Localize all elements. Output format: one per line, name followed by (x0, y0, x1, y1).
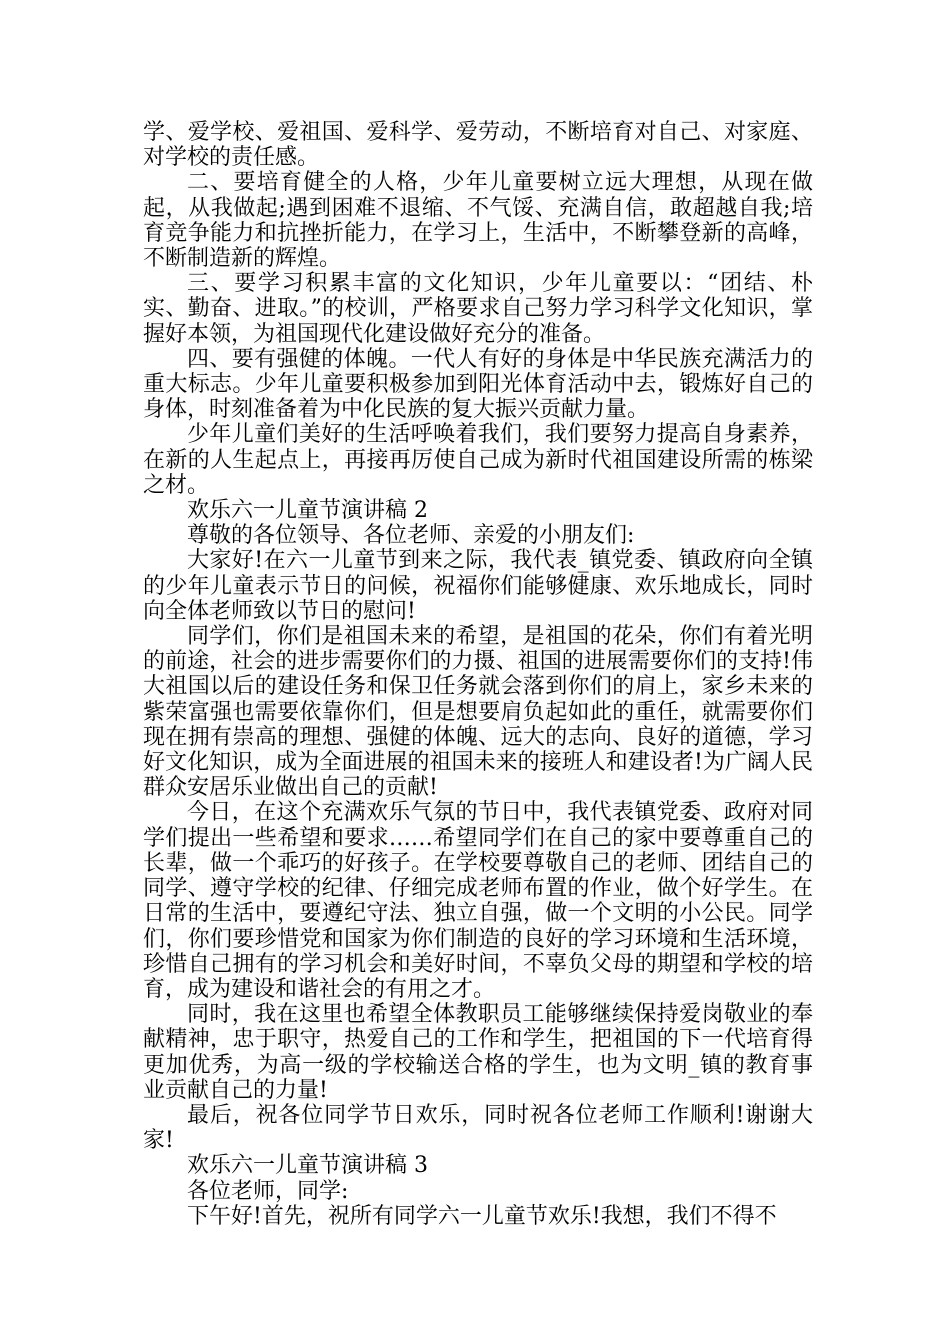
paragraph: 最后，祝各位同学节日欢乐，同时祝各位老师工作顺利!谢谢大家! (143, 1102, 813, 1154)
salutation: 尊敬的各位领导、各位老师、亲爱的小朋友们: (187, 523, 635, 549)
paragraph: 同时，我在这里也希望全体教职员工能够继续保持爱岗敬业的奉献精神，忠于职守，热爱自己的工作和学生，把祖国的下一代培育得更加优秀，为高一级的学校输送合格的学生，也为文明_镇的教育事业贡献自己的力量! (143, 1002, 813, 1103)
paragraph: 今日，在这个充满欢乐气氛的节日中，我代表镇党委、政府对同学们提出一些希望和要求……希望同学们在自己的家中要尊重自己的长辈，做一个乖巧的好孩子。在学校要尊敬自己的老师、团结自己的同学、遵守学校的纪律、仔细完成老师布置的作业，做个好学生。在日常的生活中，要遵纪守法、独立自强，做一个文明的小公民。同学们，你们要珍惜党和国家为你们制造的良好的学习环境和生活环境，珍惜自己拥有的学习机会和美好时间，不辜负父母的期望和学校的培育，成为建设和谐社会的有用之才。 (143, 800, 813, 1002)
paragraph: 二、要培育健全的人格，少年儿童要树立远大理想，从现在做起，从我做起;遇到困难不退缩、不气馁、充满自信，敢超越自我;培育竞争能力和抗挫折能力，在学习上，生活中，不断攀登新的高峰，不断制造新的辉煌。 (143, 170, 813, 272)
speech-title: 欢乐六一儿童节演讲稿 2 (187, 498, 428, 524)
paragraph: 同学们，你们是祖国未来的希望，是祖国的花朵，你们有着光明的前途，社会的进步需要你们的力摄、祖国的进展需要你们的支持!伟大祖国以后的建设任务和保卫任务就会落到你们的肩上，家乡未来的紫荣富强也需要依靠你们，但是想要肩负起如此的重任，就需要你们现在拥有崇高的理想、强健的体魄、远大的志向、良好的道德，学习好文化知识，成为全面进展的祖国未来的接班人和建设者!为广阔人民群众安居乐业做出自己的贡献! (143, 624, 813, 801)
paragraph: 下午好!首先，祝所有同学六一儿童节欢乐!我想，我们不得不 (187, 1203, 777, 1229)
paragraph: 四、要有强健的体魄。一代人有好的身体是中华民族充满活力的重大标志。少年儿童要积极参加到阳光体育活动中去，锻炼好自己的身体，时刻准备着为中化民族的复大振兴贡献力量。 (143, 346, 813, 423)
paragraph: 学、爱学校、爱祖国、爱科学、爱劳动，不断培育对自己、对家庭、对学校的责任感。 (143, 120, 813, 171)
paragraph: 大家好!在六一儿童节到来之际，我代表_镇党委、镇政府向全镇的少年儿童表示节日的问候，祝福你们能够健康、欢乐地成长，同时向全体老师致以节日的慰问! (143, 548, 813, 624)
speech-title: 欢乐六一儿童节演讲稿 3 (187, 1153, 428, 1179)
document-body (143, 120, 813, 1229)
salutation: 各位老师，同学: (187, 1178, 349, 1204)
paragraph: 少年儿童们美好的生活呼唤着我们，我们要努力提高自身素养，在新的人生起点上，再接再厉使自己成为新时代祖国建设所需的栋梁之材。 (143, 422, 813, 498)
paragraph: 三、要学习积累丰富的文化知识，少年儿童要以：“团结、朴实、勤奋、进取。”的校训，严格要求自己努力学习科学文化知识，掌握好本领，为祖国现代化建设做好充分的准备。 (143, 271, 813, 347)
